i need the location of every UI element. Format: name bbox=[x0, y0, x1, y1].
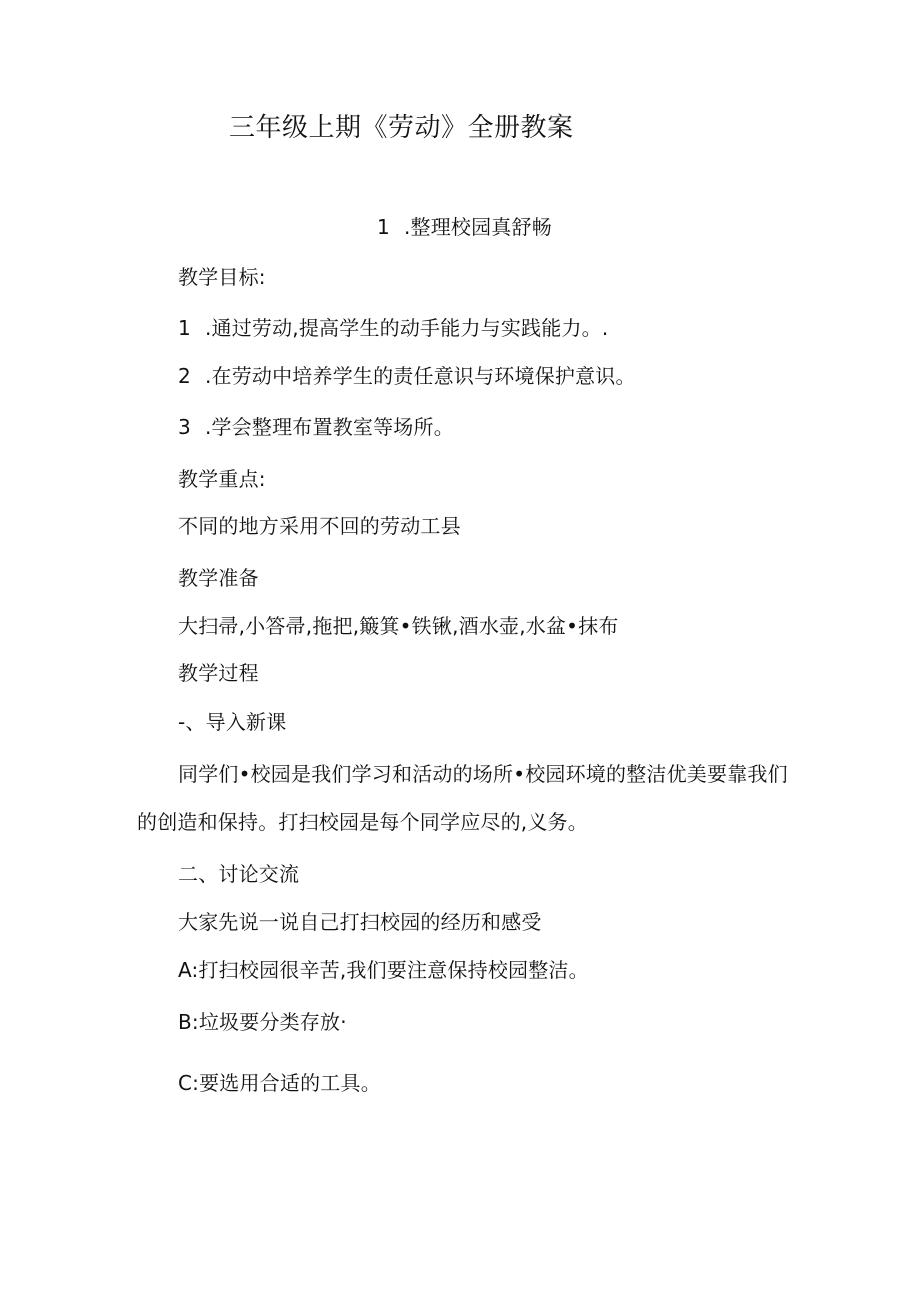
objective-text: .学会整理布置教室等场所。 bbox=[204, 415, 454, 439]
answer-item: C:要选用合适的工具。 bbox=[178, 1071, 381, 1095]
process-heading: 教学过程 bbox=[178, 661, 259, 685]
objective-text: .通过劳动,提高学生的动手能力与实践能力。. bbox=[204, 316, 609, 340]
objective-item bbox=[178, 363, 636, 389]
objective-number: 1 bbox=[178, 316, 191, 340]
lesson-number: 1 bbox=[377, 215, 390, 239]
key-points-heading: 教学重点: bbox=[178, 467, 266, 491]
preparation-text: 大扫帚,小答帚,拖把,簸箕•铁锹,酒水壶,水盆•抹布 bbox=[178, 614, 619, 638]
document-title: 三年级上期《劳动》全册教案 bbox=[229, 113, 574, 143]
objective-number: 2 bbox=[178, 364, 191, 388]
key-points-text: 不同的地方采用不回的劳动工县 bbox=[178, 514, 461, 538]
section2-heading: 二、讨论交流 bbox=[178, 862, 300, 886]
lesson-title bbox=[377, 214, 552, 240]
preparation-heading: 教学准备 bbox=[178, 566, 259, 590]
answer-item: A:打扫校园很辛苦,我们要注意保持校园整洁。 bbox=[178, 958, 589, 982]
objective-item bbox=[178, 414, 454, 440]
objectives-heading: 教学目标: bbox=[178, 265, 266, 289]
answer-item: B:垃圾要分类存放· bbox=[178, 1010, 347, 1034]
section1-paragraph-line1: 同学们•校园是我们学习和活动的场所•校园环境的整洁优美要靠我们 bbox=[178, 762, 788, 786]
section1-heading: -、导入新课 bbox=[178, 710, 287, 734]
objective-item bbox=[178, 315, 608, 341]
lesson-title-text: .整理校园真舒畅 bbox=[403, 215, 552, 239]
section1-paragraph-line2: 的创造和保持。打扫校园是每个同学应尽的,义务。 bbox=[137, 810, 588, 834]
objective-text: .在劳动中培养学生的责任意识与环境保护意识。 bbox=[204, 364, 636, 388]
objective-number: 3 bbox=[178, 415, 191, 439]
section2-intro: 大家先说一说自己打扫校园的经历和感受 bbox=[178, 910, 542, 934]
